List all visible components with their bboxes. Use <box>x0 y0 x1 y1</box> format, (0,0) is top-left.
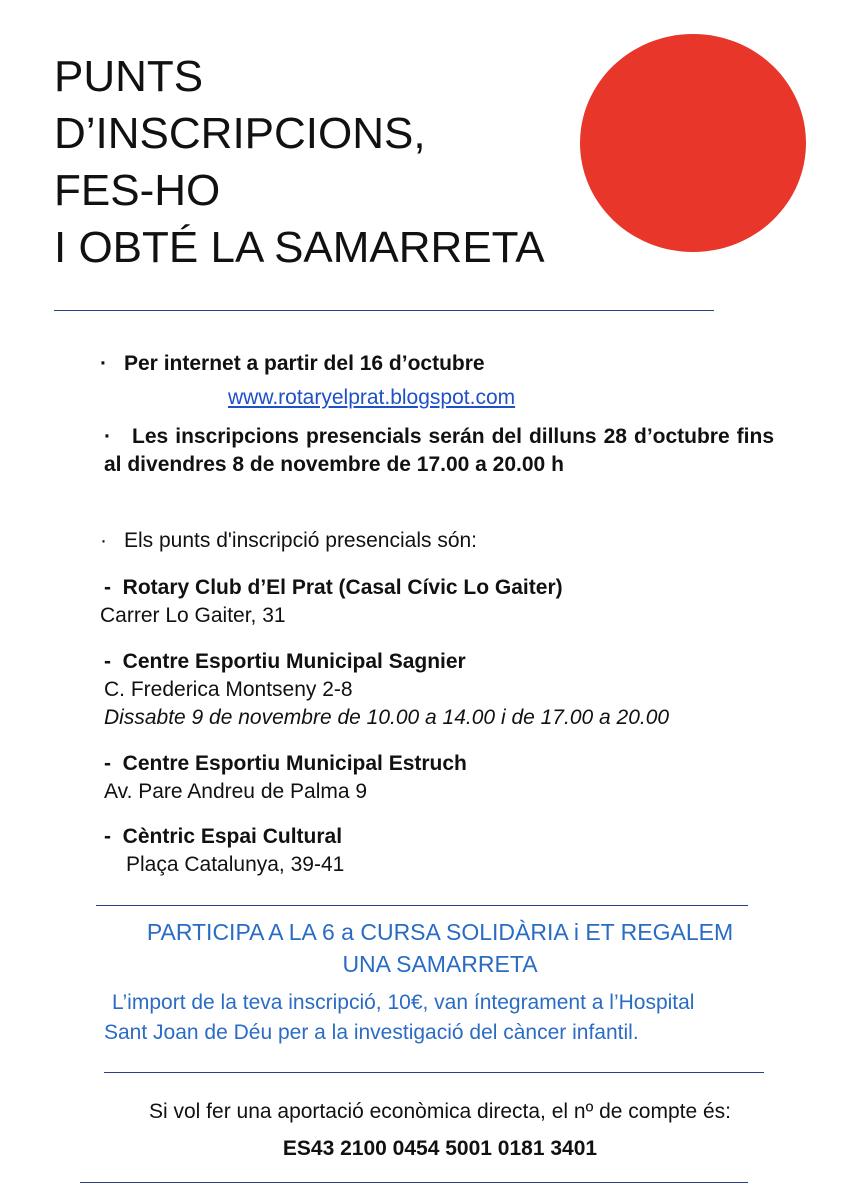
title-line-2: D’INSCRIPCIONS, <box>54 109 426 158</box>
bullet-icon: · <box>104 425 111 448</box>
point-name: Rotary Club d’El Prat (Casal Cívic Lo Gaiter) <box>122 576 563 599</box>
divider-middle <box>96 905 748 906</box>
point-address: Plaça Catalunya, 39-41 <box>126 853 345 876</box>
promo-line-1: PARTICIPA A LA 6 a CURSA SOLIDÀRIA i ET REGALEM <box>146 919 734 945</box>
red-circle-graphic <box>580 34 806 252</box>
points-intro <box>100 527 477 555</box>
title-line-1: PUNTS <box>54 52 204 101</box>
divider-bottom <box>80 1182 748 1183</box>
divider-lower <box>104 1072 764 1073</box>
promo-line-2: UNA SAMARRETA <box>342 951 538 977</box>
point-address: Av. Pare Andreu de Palma 9 <box>104 780 368 803</box>
presencial-registration <box>104 423 774 479</box>
bullet-icon: · <box>100 529 107 552</box>
account-number: ES43 2100 0454 5001 0181 3401 <box>282 1137 598 1160</box>
divider-top <box>54 310 714 311</box>
title-line-4: I OBTÉ LA SAMARRETA <box>54 223 545 272</box>
point-name: Cèntric Espai Cultural <box>122 825 343 848</box>
title-line-3: FES-HO <box>54 166 221 215</box>
bullet-icon: · <box>100 352 107 375</box>
point-name: Centre Esportiu Municipal Estruch <box>122 752 467 775</box>
account-intro: Si vol fer una aportació econòmica directa, el nº de compte és: <box>149 1100 731 1123</box>
point-dash: - <box>104 576 111 599</box>
point-note: Dissabte 9 de novembre de 10.00 a 14.00 i de 17.00 a 20.00 <box>104 706 670 729</box>
point-item <box>100 574 563 630</box>
point-name: Centre Esportiu Municipal Sagnier <box>122 650 466 673</box>
donation-text <box>104 988 804 1048</box>
point-dash: - <box>104 825 111 848</box>
point-item <box>104 648 669 732</box>
point-dash: - <box>104 650 111 673</box>
point-dash: - <box>104 752 111 775</box>
promo-heading <box>80 916 800 980</box>
donation-line-2: Sant Joan de Déu per a la investigació del càncer infantil. <box>104 1021 639 1044</box>
point-item <box>104 823 344 879</box>
point-item <box>104 750 467 806</box>
internet-registration <box>100 350 485 378</box>
point-address: C. Frederica Montseny 2-8 <box>104 678 353 701</box>
poster-title <box>54 48 545 276</box>
donation-line-1: L’import de la teva inscripció, 10€, van íntegrament a l’Hospital <box>112 991 695 1014</box>
point-address: Carrer Lo Gaiter, 31 <box>100 604 286 627</box>
presencial-text: Les inscripcions presencials serán del dilluns 28 d’octubre fins al divendres 8 de novembre de 17.00 a 20.00 h <box>104 425 774 476</box>
internet-text: Per internet a partir del 16 d’octubre <box>124 352 485 375</box>
points-intro-text: Els punts d'inscripció presencials són: <box>124 529 478 552</box>
blog-link[interactable]: www.rotaryelprat.blogspot.com <box>228 386 516 409</box>
